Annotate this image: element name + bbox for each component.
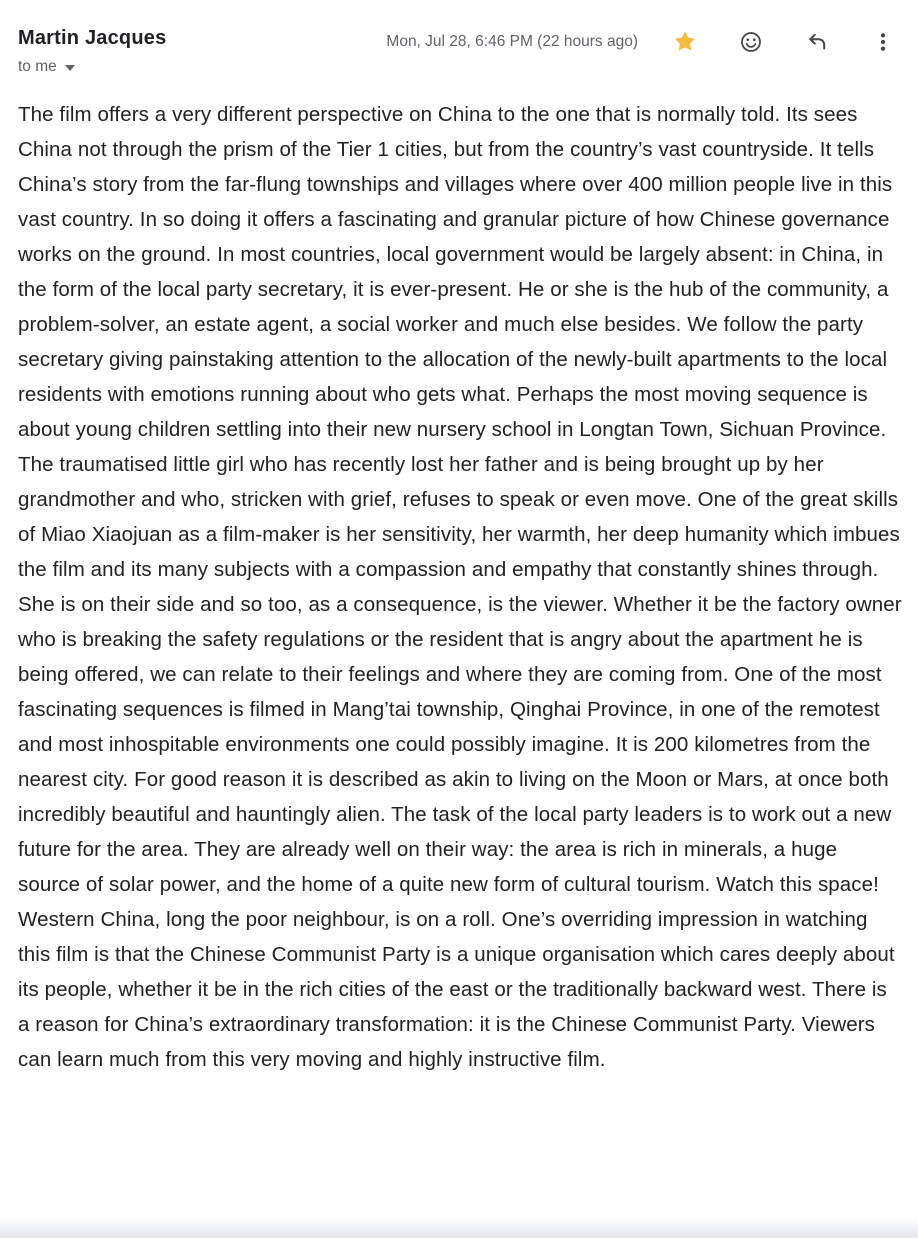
more-button[interactable] — [870, 29, 896, 55]
sender-block — [18, 25, 386, 77]
recipient-toggle[interactable] — [18, 56, 75, 77]
more-vert-icon — [871, 30, 895, 54]
star-button[interactable] — [672, 29, 698, 55]
sender-name[interactable]: Martin Jacques — [18, 27, 167, 49]
recipient-label: to me — [18, 58, 57, 75]
action-icons — [672, 29, 896, 55]
star-icon — [672, 29, 698, 55]
emoji-icon — [739, 30, 763, 54]
email-header — [0, 0, 918, 77]
reply-icon — [805, 30, 829, 54]
emoji-reaction-button[interactable] — [738, 29, 764, 55]
email-body: The film offers a very different perspective on China to the one that is normally told. Its sees China not through the prism of the Tier 1 cities, but from the country’s vast countryside. It tells China’s story from the far-flung townships and villages where over 400 million people live in this vast country. In so doing it offers a fascinating and granular picture of how Chinese governance works on the ground. In most countries, local government would be largely absent: in China, in the form of the local party secretary, it is ever-present. He or she is the hub of the community, a problem-solver, an estate agent, a social worker and much else besides. We follow the party secretary giving painstaking attention to the allocation of the newly-built apartments to the local residents with emotions running about who gets what. Perhaps the most moving sequence is about young children settling into their new nursery school in Longtan Town, Sichuan Province. The traumatised little girl who has recently lost her father and is being brought up by her grandmother and who, stricken with grief, refuses to speak or even move. One of the great skills of Miao Xiaojuan as a film-maker is her sensitivity, her warmth, her deep humanity which imbues the film and its many subjects with a compassion and empathy that constantly shines through. She is on their side and so too, as a consequence, is the viewer. Whether it be the factory owner who is breaking the safety regulations or the resident that is angry about the apartment he is being offered, we can relate to their feelings and where they are coming from. One of the most fascinating sequences is filmed in Mang’tai township, Qinghai Province, in one of the remotest and most inhospitable environments one could possibly imagine. It is 200 kilometres from the nearest city. For good reason it is described as akin to living on the Moon or Mars, at once both incredibly beautiful and hauntingly alien. The task of the local party leaders is to work out a new future for the area. They are already well on their way: the area is rich in minerals, a huge source of solar power, and the home of a quite new form of cultural tourism. Watch this space! Western China, long the poor neighbour, is on a roll. One’s overriding impression in watching this film is that the Chinese Communist Party is a unique organisation which cares deeply about its people, whether it be in the rich cities of the east or the traditionally backward west. There is a reason for China’s extraordinary transformation: it is the Chinese Communist Party. Viewers can learn much from this very moving and highly instructive film. — [18, 103, 902, 1071]
chevron-down-icon — [65, 65, 75, 71]
card-bottom-fade — [0, 1218, 918, 1238]
message-meta — [386, 29, 896, 55]
reply-button[interactable] — [804, 29, 830, 55]
timestamp: Mon, Jul 28, 6:46 PM (22 hours ago) — [386, 33, 638, 50]
